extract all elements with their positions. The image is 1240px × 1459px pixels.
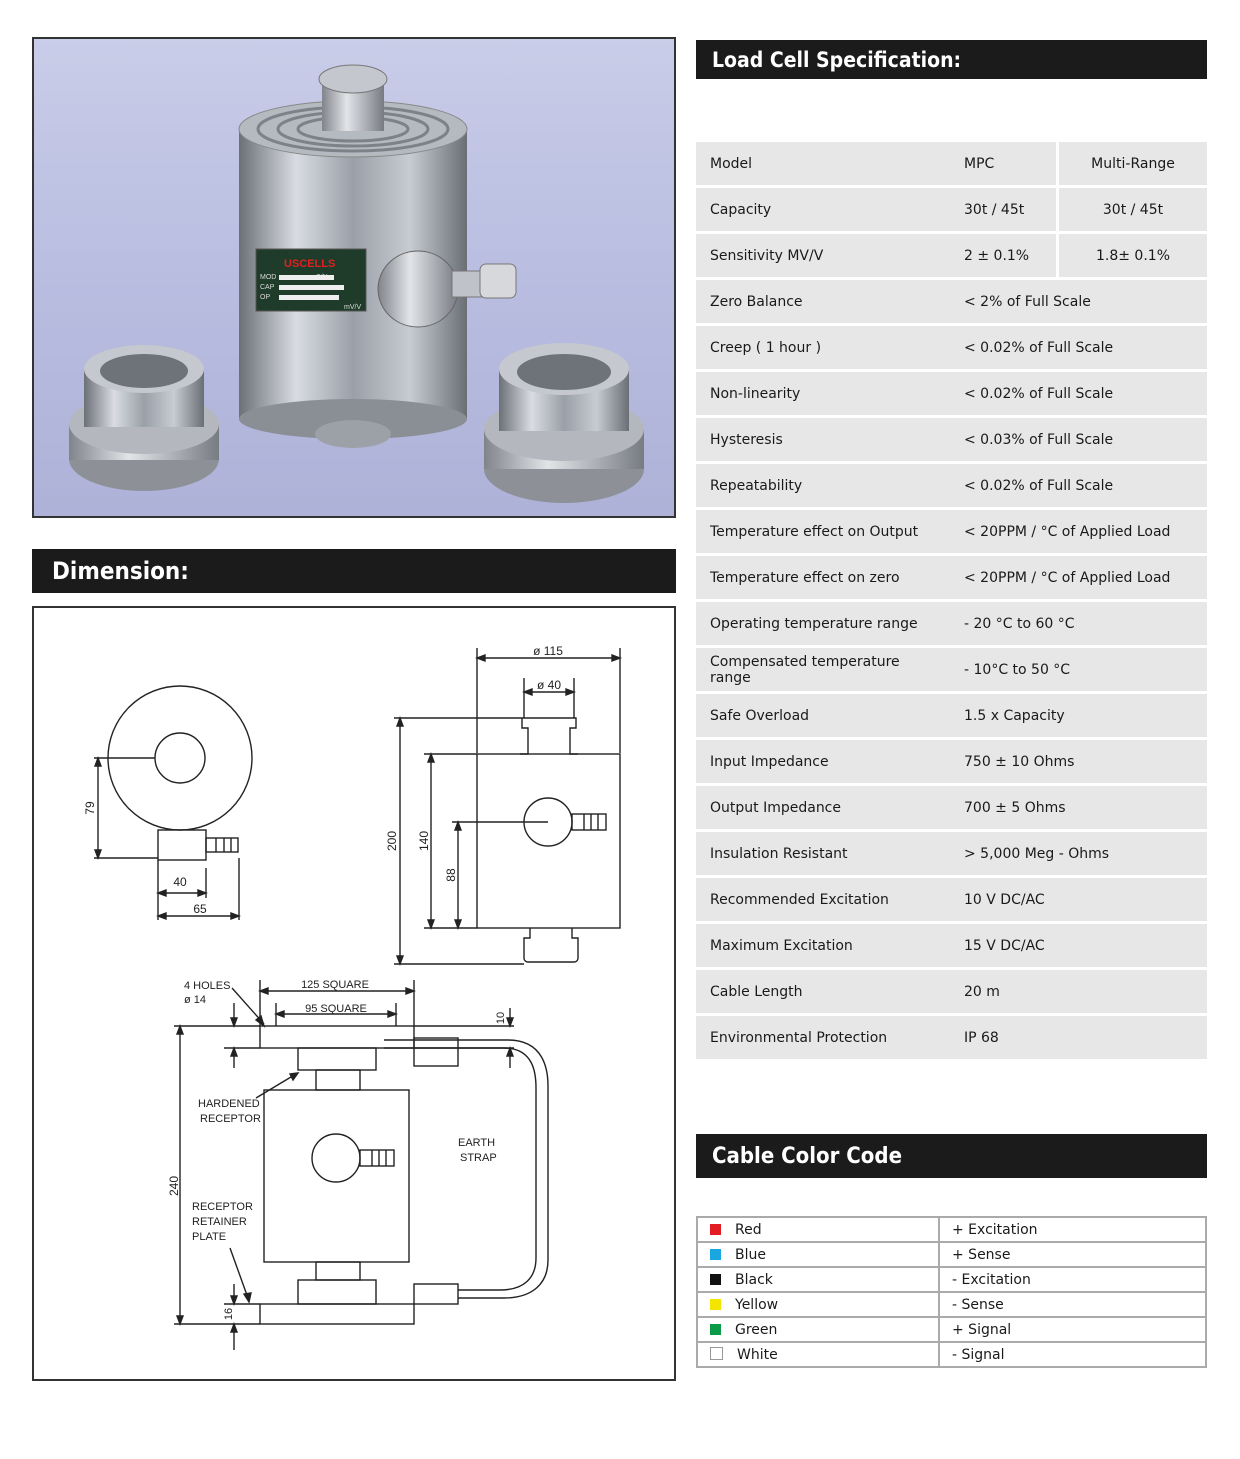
spec-label: Repeatability [696,464,950,507]
color-swatch-icon [710,1224,721,1235]
spec-value: MPC [950,142,1056,185]
spec-row [696,740,1207,783]
cable-title: Cable Color Code [712,1143,903,1169]
spec-label: Sensitivity MV/V [696,234,950,277]
svg-text:MOD: MOD [260,274,277,281]
cable-row [697,1267,1206,1292]
spec-row [696,786,1207,829]
cable-row [697,1317,1206,1342]
cable-function: + Excitation [939,1217,1206,1242]
spec-label: Hysteresis [696,418,950,461]
side-view-body [477,754,620,928]
spec-label: Zero Balance [696,280,950,323]
spec-row [696,188,1207,231]
svg-text:ø 115: ø 115 [533,644,563,658]
svg-text:200: 200 [385,830,399,852]
cable-row [697,1242,1206,1267]
spec-value: - 20 °C to 60 °C [950,602,1207,645]
spec-row [696,142,1207,185]
spec-label: Non-linearity [696,372,950,415]
color-swatch-icon [710,1324,721,1335]
spec-value: < 0.02% of Full Scale [950,372,1207,415]
cable-function: + Signal [939,1317,1206,1342]
spec-label: Cable Length [696,970,950,1013]
spec-label: Output Impedance [696,786,950,829]
spec-row [696,602,1207,645]
spec-row [696,878,1207,921]
spec-row [696,924,1207,967]
svg-text:65: 65 [193,902,207,916]
spec-value: 700 ± 5 Ohms [950,786,1207,829]
spec-value: > 5,000 Meg - Ohms [950,832,1207,875]
spec-title: Load Cell Specification: [712,47,962,72]
cable-heading [696,1134,1207,1178]
cable-function: - Excitation [939,1267,1206,1292]
spec-value: < 0.02% of Full Scale [950,464,1207,507]
spec-value-alt: 30t / 45t [1056,188,1207,231]
spec-label: Environmental Protection [696,1016,950,1059]
svg-text:125 SQUARE: 125 SQUARE [301,979,369,991]
cable-color-cell [697,1342,939,1367]
spec-label: Capacity [696,188,950,231]
spec-value: < 2% of Full Scale [950,280,1207,323]
spec-value-alt: Multi-Range [1056,142,1207,185]
spec-label: Safe Overload [696,694,950,737]
cable-color-name: Green [735,1321,778,1338]
assembly-body [264,1090,409,1262]
dimension-title: Dimension: [52,557,189,585]
spec-row [696,1016,1207,1059]
spec-label: Model [696,142,950,185]
spec-value: 2 ± 0.1% [950,234,1056,277]
spec-value: < 20PPM / °C of Applied Load [950,510,1207,553]
svg-text:ø 40: ø 40 [536,678,562,692]
svg-text:88: 88 [444,868,458,882]
color-swatch-icon [710,1347,723,1360]
svg-text:79: 79 [83,801,97,815]
cable-color-cell [697,1242,939,1267]
svg-text:10: 10 [495,1011,507,1025]
cable-color-name: Red [735,1221,762,1238]
spec-row [696,832,1207,875]
technical-drawing [34,608,674,1379]
cable-color-cell [697,1317,939,1342]
top-view-inner [155,733,205,783]
svg-text:OP: OP [260,294,271,301]
cable-color-name: White [737,1346,778,1363]
svg-text:RECEPTOR: RECEPTOR [200,1113,261,1125]
cable-color-name: Black [735,1271,773,1288]
brand-label: USCELLS [284,258,336,270]
svg-text:mV/V: mV/V [344,304,362,311]
color-swatch-icon [710,1274,721,1285]
spec-row [696,970,1207,1013]
svg-text:CAP: CAP [260,284,275,291]
right-receptor-ring [484,343,644,503]
cable-color-table [696,1216,1207,1368]
cable-table-container [696,1216,1207,1368]
cable-color-cell [697,1217,939,1242]
bottom-plate [260,1304,414,1324]
svg-text:95 SQUARE: 95 SQUARE [305,1003,367,1015]
spec-value-alt: 1.8± 0.1% [1056,234,1207,277]
cable-row [697,1342,1206,1367]
spec-row [696,418,1207,461]
spec-label: Recommended Excitation [696,878,950,921]
svg-text:STRAP: STRAP [460,1152,497,1164]
svg-text:HARDENED: HARDENED [198,1098,260,1110]
svg-text:140: 140 [417,830,431,852]
spec-value: - 10°C to 50 °C [950,648,1207,691]
cable-color-name: Blue [735,1246,766,1263]
spec-label: Maximum Excitation [696,924,950,967]
cable-row [697,1217,1206,1242]
svg-text:RECEPTOR: RECEPTOR [192,1201,253,1213]
spec-row [696,648,1207,691]
cable-color-cell [697,1267,939,1292]
spec-row [696,510,1207,553]
cable-color-cell [697,1292,939,1317]
cable-function: - Sense [939,1292,1206,1317]
spec-row [696,464,1207,507]
spec-label: Input Impedance [696,740,950,783]
spec-label: Insulation Resistant [696,832,950,875]
spec-value: 20 m [950,970,1207,1013]
load-cell-illustration [34,39,674,516]
svg-text:16: 16 [223,1307,235,1321]
spec-value: 30t / 45t [950,188,1056,231]
spec-value: 1.5 x Capacity [950,694,1207,737]
spec-table [696,139,1207,1062]
spec-table-container [696,139,1207,1062]
spec-label: Creep ( 1 hour ) [696,326,950,369]
spec-value: IP 68 [950,1016,1207,1059]
svg-text:ø 14: ø 14 [184,994,207,1006]
spec-value: 15 V DC/AC [950,924,1207,967]
spec-heading [696,40,1207,79]
spec-label: Temperature effect on zero [696,556,950,599]
spec-value: < 20PPM / °C of Applied Load [950,556,1207,599]
svg-text:RETAINER: RETAINER [192,1216,247,1228]
spec-label: Temperature effect on Output [696,510,950,553]
spec-row [696,280,1207,323]
spec-value: < 0.02% of Full Scale [950,326,1207,369]
cable-row [697,1292,1206,1317]
spec-row [696,694,1207,737]
spec-value: 750 ± 10 Ohms [950,740,1207,783]
cable-function: + Sense [939,1242,1206,1267]
dimension-drawing [32,606,676,1381]
left-receptor-ring [69,345,219,491]
spec-value: < 0.03% of Full Scale [950,418,1207,461]
cable-function: - Signal [939,1342,1206,1367]
color-swatch-icon [710,1249,721,1260]
svg-text:240: 240 [167,1175,181,1197]
spec-row [696,372,1207,415]
cell-label-plate [256,249,366,311]
spec-label: Operating temperature range [696,602,950,645]
spec-value: 10 V DC/AC [950,878,1207,921]
svg-text:PLATE: PLATE [192,1231,227,1243]
spec-row [696,326,1207,369]
top-plate [260,1026,414,1048]
product-photo [32,37,676,518]
dimension-heading [32,549,676,593]
spec-label: Compensated temperature range [696,648,950,691]
spec-row [696,556,1207,599]
svg-text:EARTH: EARTH [458,1137,496,1149]
svg-text:40: 40 [173,875,187,889]
svg-text:4 HOLES: 4 HOLES [184,980,231,992]
color-swatch-icon [710,1299,721,1310]
spec-row [696,234,1207,277]
cable-color-name: Yellow [735,1296,779,1313]
